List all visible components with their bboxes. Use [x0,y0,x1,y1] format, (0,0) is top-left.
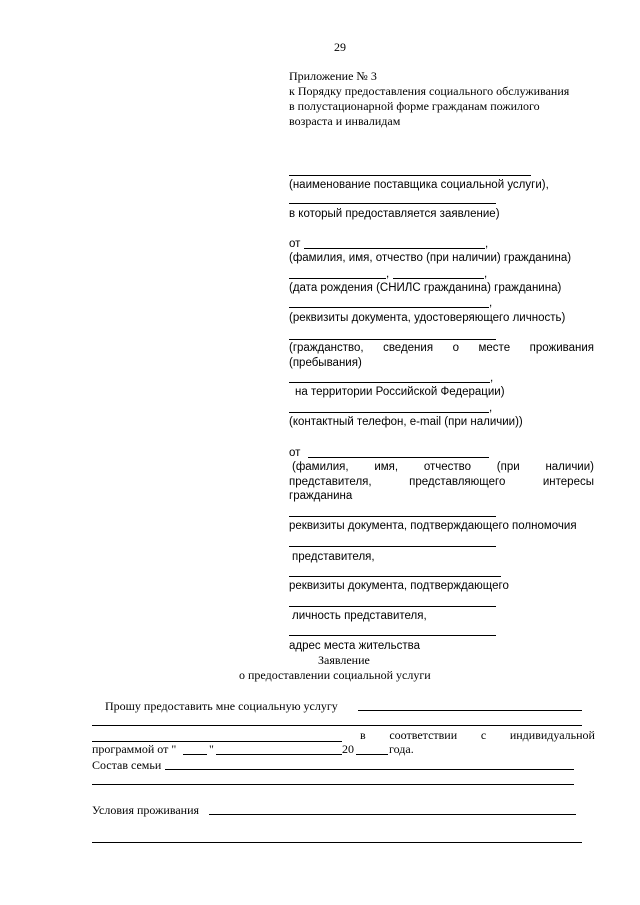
program-year-line[interactable] [356,754,388,755]
rep-id-doc-line[interactable] [289,576,501,577]
rep-label-line-2: представителя, представляющего интересы [289,476,594,488]
snils-line[interactable] [393,278,484,279]
applicant-name-line[interactable] [304,248,485,249]
family-line-2[interactable] [92,784,574,785]
program-quote: " [209,742,214,756]
rep-power-doc-line[interactable] [289,516,496,517]
comma: , [484,268,488,280]
contact-line[interactable] [289,412,489,413]
accordance-text: в соответствии с индивидуальной [360,728,595,742]
provider-name-line-2[interactable] [289,203,496,204]
citizenship-line[interactable] [289,339,496,340]
statement-subtitle: о предоставлении социальной услуги [239,668,431,682]
birth-date-line[interactable] [289,278,386,279]
appendix-title: Приложение № 3 [289,69,377,83]
rep-identity-line[interactable] [289,606,496,607]
rep-of-label: представителя, [292,551,375,563]
appendix-line: в полустационарной форме гражданам пожилого [289,99,540,113]
rep-label-line-3: гражданина [289,490,353,502]
page-number: 29 [334,40,346,54]
program-year-prefix: 20 [342,742,354,756]
appendix-line: к Порядку предоставления социального обслуживания [289,84,570,98]
address-label: адрес места жительства [289,640,420,652]
family-label: Состав семьи [92,758,162,772]
citizenship-label: (гражданство, сведения о месте проживания [289,342,594,354]
id-document-label: (реквизиты документа, удостоверяющего личность) [289,312,566,324]
rep-power-doc-label: реквизиты документа, подтверждающего полномочия [289,520,577,532]
rep-from-prefix: от [289,447,301,459]
program-month-line[interactable] [216,754,342,755]
rep-name-line[interactable] [308,457,489,458]
territory-label: на территории Российской Федерации) [295,386,505,398]
birth-label: (дата рождения (СНИЛС гражданина) гражданина) [289,282,562,294]
program-prefix: программой от " [92,742,177,756]
living-conditions-label: Условия проживания [92,803,200,817]
service-line[interactable] [358,710,582,711]
request-text: Прошу предоставить мне социальную услугу [105,699,338,713]
program-day-line[interactable] [183,754,207,755]
rep-id-doc-label: реквизиты документа, подтверждающего [289,580,509,592]
appendix-line: возраста и инвалидам [289,114,401,128]
rep-identity-label: личность представителя, [292,610,427,622]
program-suffix: года. [389,742,414,756]
comma: , [489,297,493,309]
family-line[interactable] [165,769,574,770]
comma: , [386,268,390,280]
comma: , [485,238,489,250]
comma: , [490,372,494,384]
citizenship-cont: (пребывания) [289,357,362,369]
from-prefix: от [289,238,301,250]
statement-title: Заявление [318,653,370,667]
living-conditions-line-2[interactable] [92,842,582,843]
service-line-2[interactable] [92,725,582,726]
rep-power-doc-line-2[interactable] [289,546,496,547]
residence-line[interactable] [289,382,490,383]
provider-label: (наименование поставщика социальной услуги), [289,179,549,191]
address-line[interactable] [289,635,496,636]
provider-name-line[interactable] [289,175,531,176]
id-document-line[interactable] [289,307,489,308]
fullname-label: (фамилия, имя, отчество (при наличии) гражданина) [289,252,572,264]
rep-label-line-1: (фамилия, имя, отчество (при наличии) [292,461,594,473]
living-conditions-line[interactable] [209,814,576,815]
comma: , [489,402,493,414]
submitted-to-label: в который предоставляется заявление) [289,208,500,220]
contact-label: (контактный телефон, e-mail (при наличии)) [289,416,523,428]
